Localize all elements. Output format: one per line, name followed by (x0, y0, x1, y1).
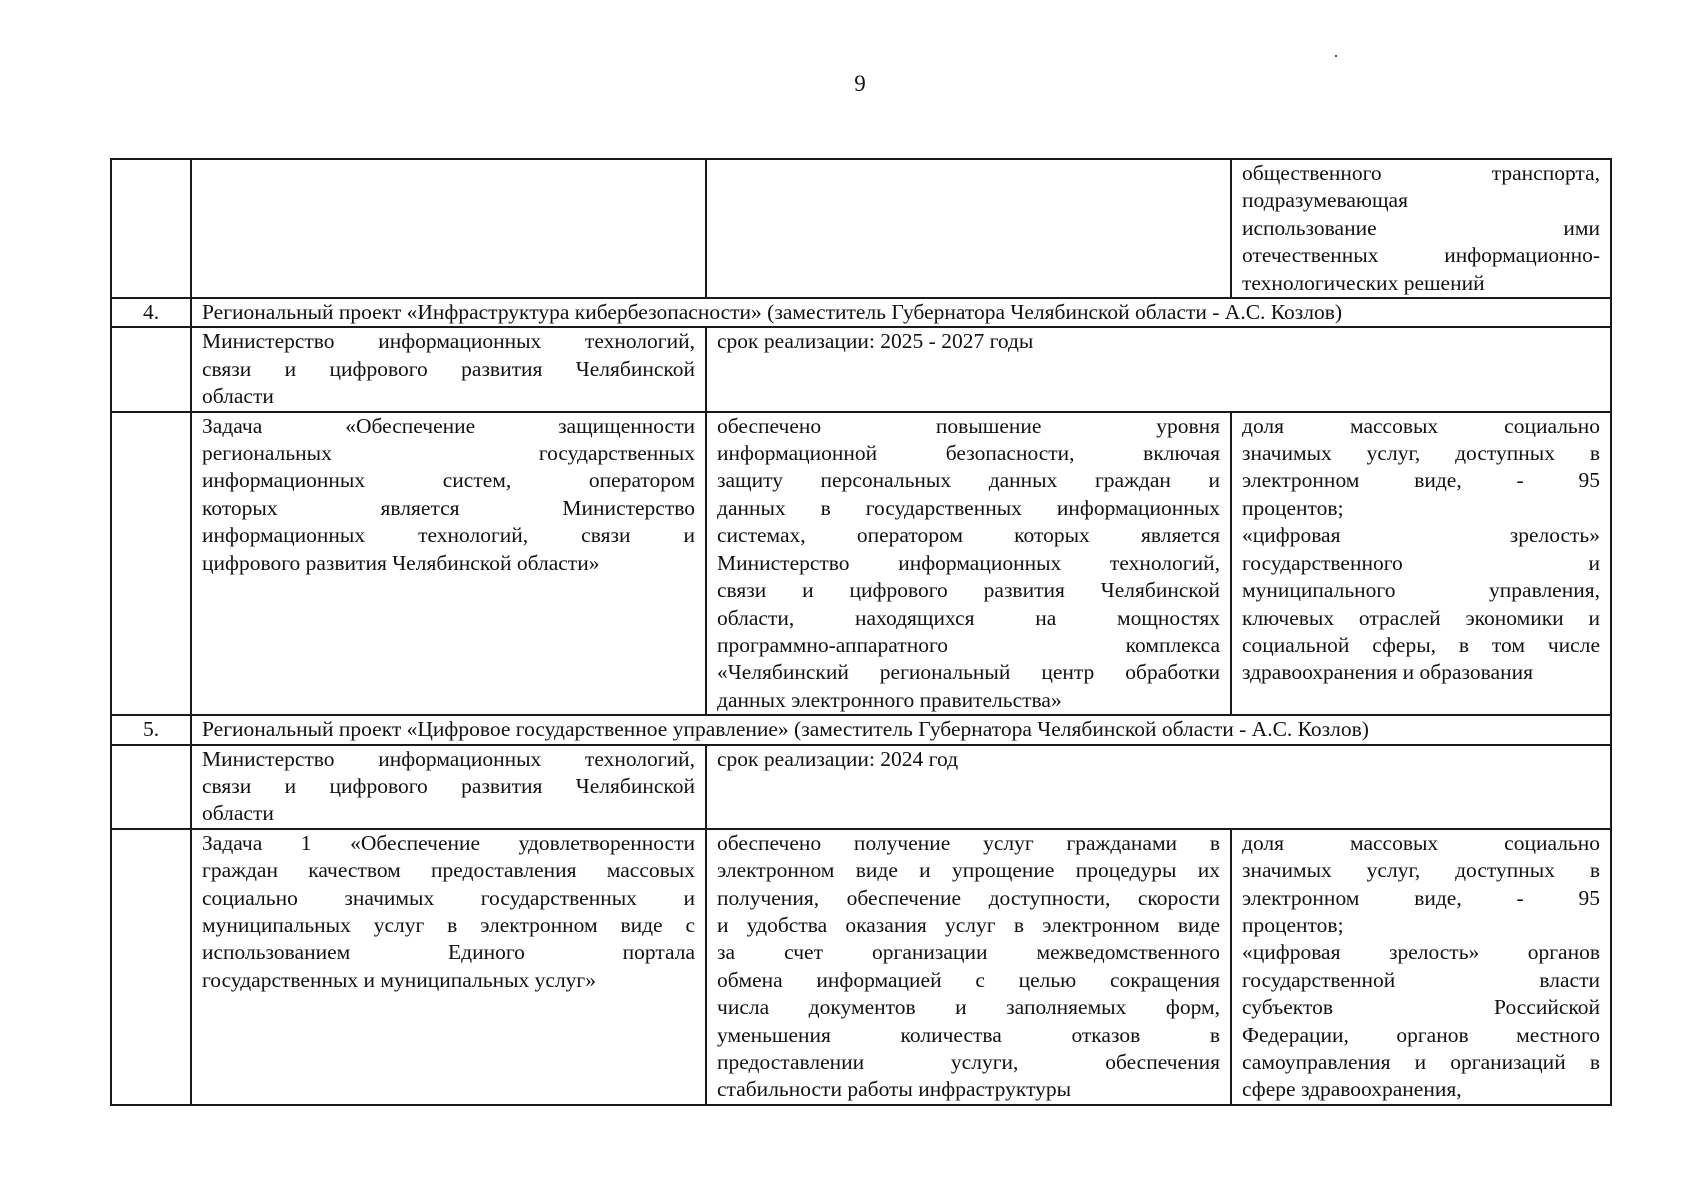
continuation-indicator-cell (1231, 159, 1611, 298)
text-line: государственных и муниципальных услуг» (202, 967, 596, 992)
text-line: электронном виде, - 95 (1242, 468, 1600, 493)
text-line: уменьшения количества отказов в (717, 1022, 1220, 1047)
text-line: муниципального управления, (1242, 578, 1600, 603)
project-4-indicator-cell (1231, 412, 1611, 715)
text-line: сфере здравоохранения, (1242, 1077, 1462, 1102)
text-line: связи и цифрового развития Челябинской (202, 356, 695, 381)
text-line: электронном виде и упрощение процедуры их (717, 858, 1220, 883)
text-line: региональных государственных (202, 441, 695, 466)
text-line: связи и цифрового развития Челябинской (202, 773, 695, 798)
continuation-task-cell (191, 159, 706, 298)
project-5-indicator-cell (1231, 829, 1611, 1105)
project-5-executor (202, 746, 695, 828)
text-line: и удобства оказания услуг в электронном виде (717, 912, 1220, 937)
text-line: Министерство информационных технологий, (717, 550, 1220, 575)
text-line: государственной власти (1242, 967, 1600, 992)
project-5-header-row (111, 715, 1611, 744)
text-line: социально значимых государственных и (202, 885, 695, 910)
text-line: информационных систем, оператором (202, 468, 695, 493)
project-5-task (202, 830, 695, 994)
text-line: Федерации, органов местного (1242, 1022, 1600, 1047)
project-5-result-cell (706, 829, 1231, 1105)
text-line: системах, оператором которых является (717, 523, 1220, 548)
text-line: Задача «Обеспечение защищенности (202, 413, 695, 438)
text-line: программно-аппаратного комплекса (717, 632, 1220, 657)
text-line: стабильности работы инфраструктуры (717, 1077, 1072, 1102)
text-line: граждан качеством предоставления массовых (202, 858, 695, 883)
text-line: за счет организации межведомственного (717, 940, 1220, 965)
text-line: использование ими (1242, 215, 1600, 240)
text-line: доля массовых социально (1242, 830, 1600, 855)
text-line: значимых услуг, доступных в (1242, 858, 1600, 883)
project-5-task-num-cell (111, 829, 191, 1105)
continuation-result-cell (706, 159, 1231, 298)
text-line: обеспечено получение услуг гражданами в (717, 830, 1220, 855)
text-line: «цифровая зрелость» органов (1242, 940, 1600, 965)
text-line: подразумевающая (1242, 188, 1408, 213)
project-4-title: Региональный проект «Инфраструктура кибербезопасности» (заместитель Губернатора Челябинской области - А.С. Козлов) (191, 298, 1611, 327)
continuation-row (111, 159, 1611, 298)
text-line: доля массовых социально (1242, 413, 1600, 438)
text-line: электронном виде, - 95 (1242, 885, 1600, 910)
text-line: области (202, 801, 274, 826)
text-line: отечественных информационно- (1242, 243, 1600, 268)
project-4-executor-cell (191, 327, 706, 411)
project-4-task-cell (191, 412, 706, 715)
text-line: связи и цифрового развития Челябинской (717, 578, 1220, 603)
project-4-result (717, 413, 1220, 714)
text-line: «цифровая зрелость» (1242, 523, 1600, 548)
text-line: социальной сферы, в том числе (1242, 632, 1600, 657)
text-line: Задача 1 «Обеспечение удовлетворенности (202, 830, 695, 855)
project-4-term: срок реализации: 2025 - 2027 годы (706, 327, 1611, 411)
text-line: обмена информацией с целью сокращения (717, 967, 1220, 992)
project-5-executor-cell (191, 745, 706, 829)
project-4-task-num-cell (111, 412, 191, 715)
project-5-executor-row (111, 745, 1611, 829)
project-4-result-cell (706, 412, 1231, 715)
text-line: процентов; (1242, 912, 1344, 937)
text-line: «Челябинский региональный центр обработки (717, 660, 1220, 685)
project-5-task-row (111, 829, 1611, 1105)
text-line: области (202, 384, 274, 409)
text-line: которых является Министерство (202, 495, 695, 520)
text-line: Министерство информационных технологий, (202, 329, 695, 354)
text-line: данных в государственных информационных (717, 495, 1220, 520)
text-line: значимых услуг, доступных в (1242, 441, 1600, 466)
text-line: числа документов и заполняемых форм, (717, 995, 1220, 1020)
project-5-title: Региональный проект «Цифровое государственное управление» (заместитель Губернатора Челябинской области - А.С. Козлов) (191, 715, 1611, 744)
text-line: цифрового развития Челябинской области» (202, 550, 600, 575)
project-5-task-cell (191, 829, 706, 1105)
text-line: информационной безопасности, включая (717, 441, 1220, 466)
text-line: общественного транспорта, (1242, 161, 1600, 185)
text-line: области, находящихся на мощностях (717, 605, 1220, 630)
text-line: государственного и (1242, 550, 1600, 575)
project-4-number: 4. (111, 298, 191, 327)
text-line: технологических решений (1242, 270, 1485, 295)
project-4-executor-num-cell (111, 327, 191, 411)
text-line: муниципальных услуг в электронном виде с (202, 912, 695, 937)
text-line: здравоохранения и образования (1242, 660, 1533, 685)
project-5-indicator (1242, 830, 1600, 1104)
project-5-number: 5. (111, 715, 191, 744)
projects-table (110, 158, 1612, 1106)
project-5-term: срок реализации: 2024 год (706, 745, 1611, 829)
project-4-indicator (1242, 413, 1600, 687)
text-line: процентов; (1242, 495, 1344, 520)
text-line: ключевых отраслей экономики и (1242, 605, 1600, 630)
project-5-result (717, 830, 1220, 1104)
project-4-task-row (111, 412, 1611, 715)
text-line: защиту персональных данных граждан и (717, 468, 1220, 493)
text-line: данных электронного правительства» (717, 687, 1062, 712)
text-line: самоуправления и организаций в (1242, 1050, 1600, 1074)
text-line: Министерство информационных технологий, (202, 746, 695, 771)
page-number: 9 (854, 71, 866, 96)
continuation-num-cell (111, 159, 191, 298)
text-line: субъектов Российской (1242, 995, 1600, 1020)
continuation-indicator-text (1242, 160, 1600, 297)
text-line: получения, обеспечение доступности, скорости (717, 885, 1220, 910)
project-4-executor (202, 328, 695, 410)
text-line: предоставлении услуги, обеспечения (717, 1050, 1220, 1074)
scan-speck (1335, 55, 1337, 57)
project-4-executor-row (111, 327, 1611, 411)
text-line: обеспечено повышение уровня (717, 413, 1220, 438)
project-4-task (202, 413, 695, 577)
project-5-executor-num-cell (111, 745, 191, 829)
text-line: использованием Единого портала (202, 940, 695, 965)
project-4-header-row (111, 298, 1611, 327)
text-line: информационных технологий, связи и (202, 523, 695, 548)
